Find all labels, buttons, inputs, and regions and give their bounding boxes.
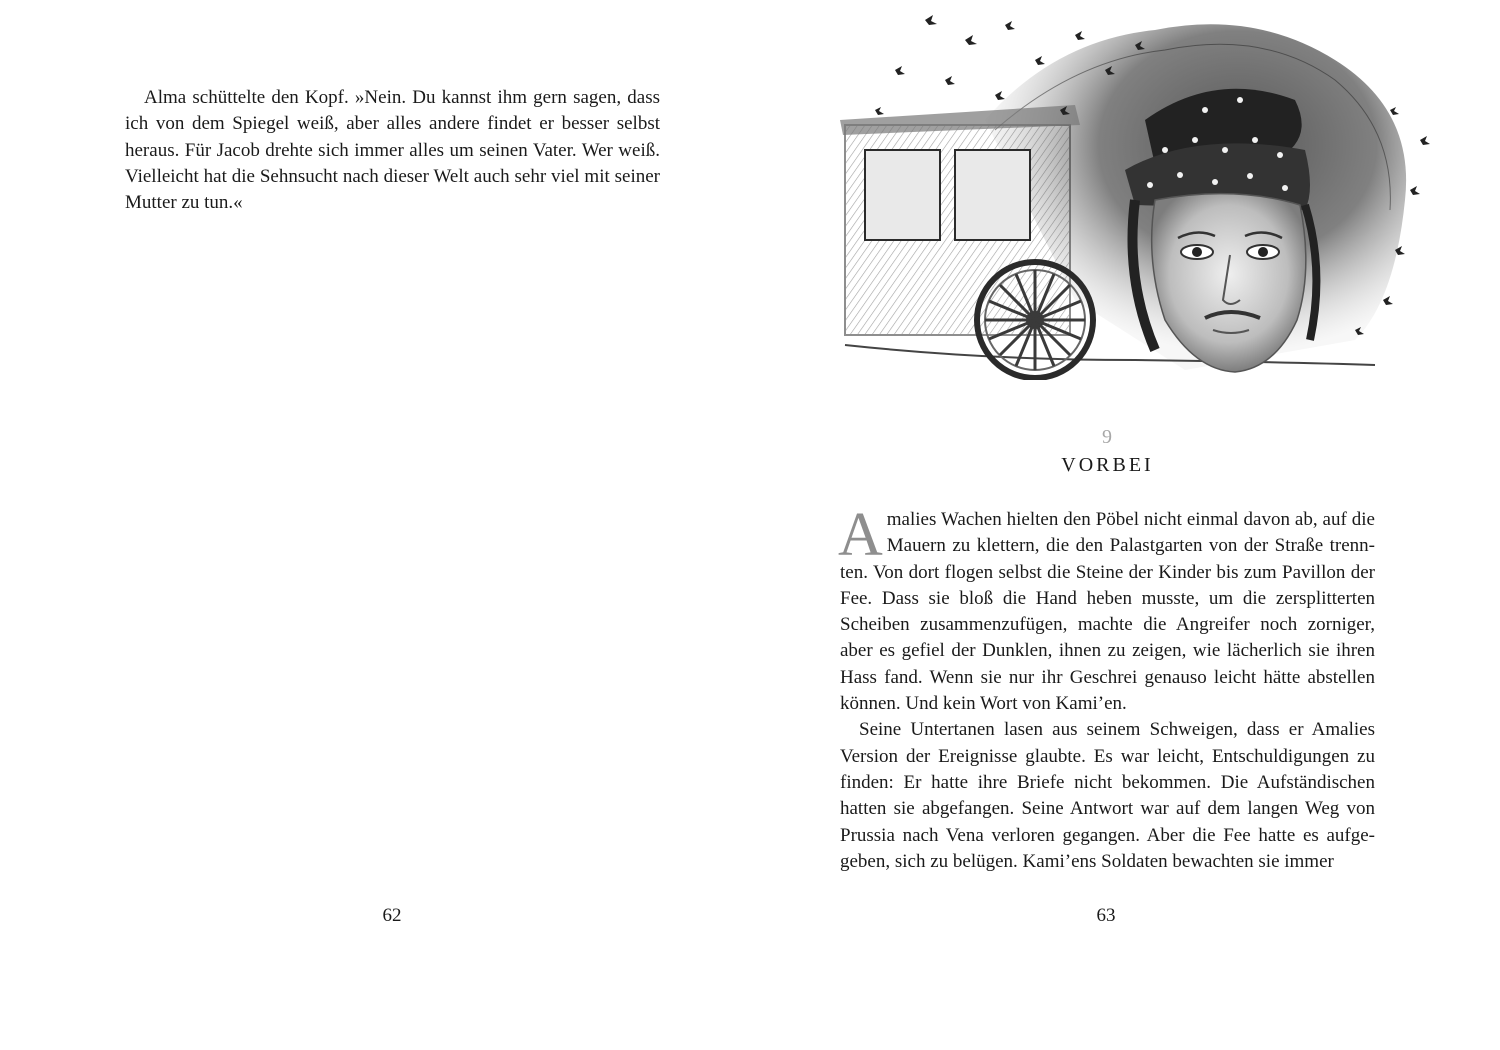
chapter-number: 9 xyxy=(1102,426,1113,448)
drop-cap: A xyxy=(838,501,883,569)
chapter-opening-paragraph xyxy=(838,501,1375,717)
opening-paragraph-text: malies Wachen hielten den Pöbel nicht einmal davon ab, auf die Mauern zu klettern, die den Palastgarten von der Straße trennten. Von dort flogen selbst die Steine der Kinder bis zum Pavillon der Fee. Dass sie bloß die Hand heben musste, um die zersplitterten Scheiben zusammenzufügen, machte die Angreifer noch zorniger, aber es gefiel der Dunklen, ihnen zu zeigen, wie lächerlich sie ihren Hass fand. Wenn sie nur ihr Geschrei genauso leicht hätte abstellen können. Und kein Wort von Kami’en. xyxy=(840,509,1375,715)
left-page-text xyxy=(125,85,660,216)
left-paragraph: Alma schüttelte den Kopf. »Nein. Du kannst ihm gern sagen, dass ich von dem Spiegel weiß, aber alles andere findet er besser selbst heraus. Für Jacob drehte sich immer alles um seinen Vater. Wer weiß. Vielleicht hat die Sehnsucht nach dieser Welt auch sehr viel mit seiner Mutter zu tun.« xyxy=(125,87,660,214)
pencil-illustration-icon xyxy=(835,0,1435,380)
second-paragraph: Seine Untertanen lasen aus seinem Schweigen, dass er Amalies Version der Ereignisse glaubte. Es war leicht, Entschuldigungen zu finden: Er hatte ihre Briefe nicht bekommen. Die Aufständischen hatten sie abgefangen. Seine Antwort war auf dem langen Weg von Prussia nach Vena verloren gegangen. Aber die Fee hatte es aufgegeben, sich zu belügen. Kami’ens Soldaten bewachten sie immer xyxy=(840,719,1375,872)
chapter-title: VORBEI xyxy=(1061,454,1154,476)
page-number-right: 63 xyxy=(1096,905,1116,926)
page-number-left: 62 xyxy=(382,905,402,926)
right-page-text xyxy=(838,501,1375,875)
right-page xyxy=(750,0,1500,1050)
